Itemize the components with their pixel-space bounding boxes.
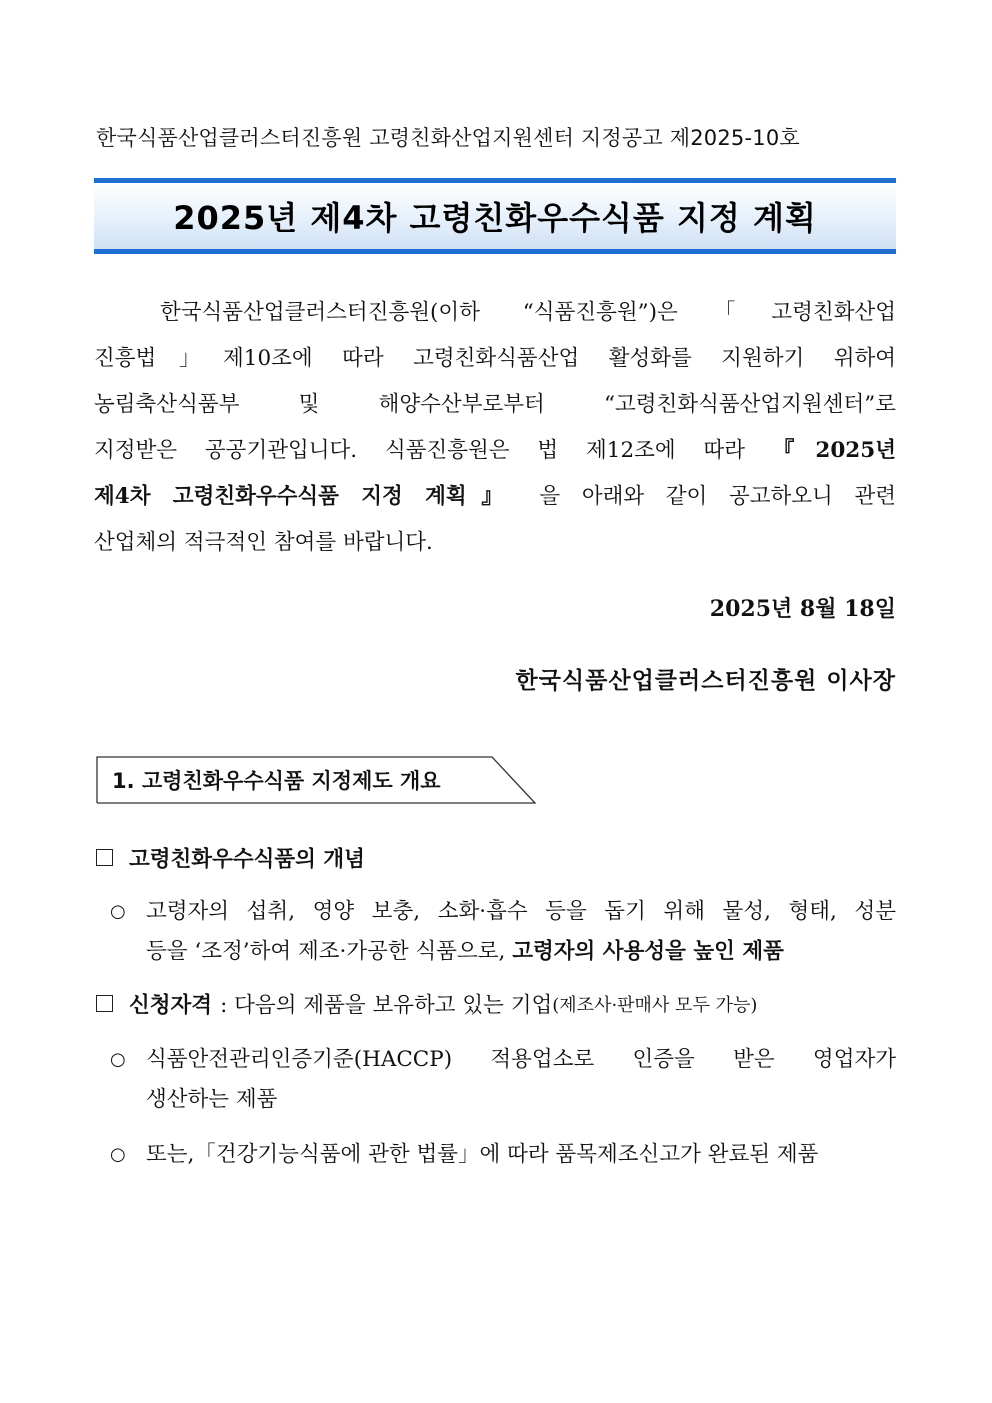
intro-line-5-text: 을 아래와 같이 공고하오니 관련	[539, 484, 896, 509]
circle-bullet-icon: ○	[110, 1144, 126, 1165]
circle-bullet-icon: ○	[110, 901, 126, 922]
concept-line-2-text: 등을 ‘조정’하여 제조·가공한 식품으로,	[146, 939, 506, 964]
concept-bullet	[110, 892, 896, 972]
intro-line-5	[94, 474, 896, 520]
eligibility-note: (제조사·판매사 모두 가능)	[552, 994, 758, 1016]
concept-line-2	[146, 932, 896, 972]
concept-heading-text: 고령친화우수식품의 개념	[129, 847, 365, 872]
eligibility-description: : 다음의 제품을 보유하고 있는 기업	[220, 993, 553, 1018]
intro-line-3: 농림축산식품부 및 해양수산부로부터 “고령친화식품산업지원센터”로	[94, 392, 896, 417]
intro-plan-title-end: 제4차 고령친화우수식품 지정 계획』	[94, 484, 518, 509]
eligibility-heading-text: 신청자격	[129, 993, 213, 1018]
notice-number-header: 한국식품산업클러스터진흥원 고령친화산업지원센터 지정공고 제2025-10호	[96, 126, 800, 150]
section-1-tab	[96, 756, 536, 804]
intro-line-2: 진흥법」제10조에 따라 고령친화식품산업 활성화를 지원하기 위하여	[94, 346, 896, 371]
checkbox-icon	[96, 995, 113, 1012]
eligibility-item-1-line-1: 식품안전관리인증기준(HACCP) 적용업소로 인증을 받은 영업자가	[146, 1047, 896, 1072]
document-title-box	[94, 178, 896, 254]
intro-line-6: 산업체의 적극적인 참여를 바랍니다.	[94, 530, 433, 555]
circle-bullet-icon: ○	[110, 1049, 126, 1070]
eligibility-item-1-line-2: 생산하는 제품	[146, 1087, 278, 1112]
announcement-date: 2025년 8월 18일	[709, 596, 896, 622]
eligibility-bullet-2	[110, 1135, 896, 1175]
intro-line-1: 한국식품산업클러스터진흥원(이하 “식품진흥원”)은「고령친화산업	[160, 300, 896, 325]
signer: 한국식품산업클러스터진흥원 이사장	[515, 667, 896, 694]
section-1-title: 1. 고령친화우수식품 지정제도 개요	[112, 769, 441, 793]
intro-line-4-text: 지정받은 공공기관입니다. 식품진흥원은 법 제12조에 따라	[94, 438, 746, 463]
concept-heading	[96, 842, 896, 873]
eligibility-heading	[96, 988, 896, 1019]
intro-line-4	[94, 428, 896, 474]
concept-emphasis: 고령자의 사용성을 높인 제품	[512, 939, 784, 964]
intro-plan-title-start: 『2025년	[772, 438, 896, 463]
document-title: 2025년 제4차 고령친화우수식품 지정 계획	[173, 199, 817, 237]
eligibility-item-2: 또는,「건강기능식품에 관한 법률」에 따라 품목제조신고가 완료된 제품	[146, 1142, 819, 1167]
eligibility-bullet-1	[110, 1040, 896, 1120]
intro-paragraph	[94, 290, 896, 566]
concept-line-1: 고령자의 섭취, 영양 보충, 소화·흡수 등을 돕기 위해 물성, 형태, 성분	[146, 899, 896, 924]
checkbox-icon	[96, 849, 113, 866]
